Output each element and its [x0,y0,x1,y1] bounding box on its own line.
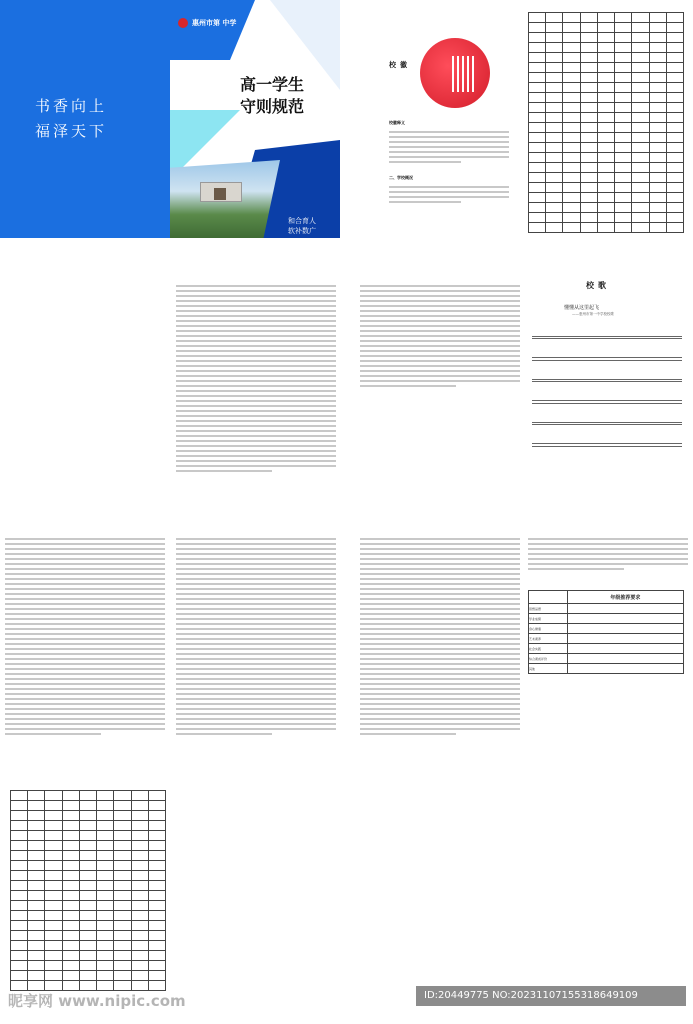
emblem-body-text [389,128,509,166]
req-row-label: 艺术素养 [529,634,568,644]
emblem-page [345,0,520,238]
requirements-title: 年级推荐要求 [567,591,683,604]
school-emblem-icon [420,38,490,108]
text-page-c [5,535,165,760]
text-page-d [176,535,336,760]
requirements-page [528,535,688,685]
song-title: 懂懂从这里起飞 [564,305,600,311]
calligraphy-line1: 书香向上 [35,97,108,115]
text-page-b [360,282,520,402]
record-grid-top [528,12,684,233]
emblem-section2: 二、学校概况 [389,175,413,180]
record-grid-bottom [10,790,166,991]
req-row-label: 综合素质评价 [529,654,568,664]
calligraphy-panel [0,0,170,238]
slogan-line2: 软补数广 [288,227,316,235]
watermark-id: ID:20449775 NO:20231107155318649109 [424,990,638,1001]
cover-panel [170,0,340,238]
emblem-heading: 校徽 [389,61,411,69]
school-logo-icon [178,18,188,28]
req-row-label: 社会实践 [529,644,568,654]
song-subtitle: ——惠州市第一中学校校歌 [572,312,614,316]
song-heading: 校歌 [586,281,610,290]
school-photo [170,160,280,238]
slogan-line1: 和合育人 [288,217,316,225]
req-row-label: 学业成绩 [529,614,568,624]
song-page [528,274,688,494]
requirements-table [528,590,684,674]
record-table-bottom [10,790,166,1008]
text-page-e [360,535,520,760]
req-row-label: 思想品德 [529,604,568,614]
emblem-section1: 校徽释义 [389,120,405,125]
record-table-top [528,12,684,244]
calligraphy-line2: 福泽天下 [35,122,108,140]
watermark-site: 昵享网 www.nipic.com [8,992,186,1010]
req-row-label: 身心健康 [529,624,568,634]
school-name: 惠州市第 中学 [192,18,237,27]
text-page-a [176,282,336,492]
req-row-label: 其他 [529,664,568,674]
cover-title-line1: 高一学生 [240,75,305,94]
cover-title-line2: 守则规范 [240,97,305,116]
overview-body-text [389,183,509,206]
music-score [532,334,682,448]
